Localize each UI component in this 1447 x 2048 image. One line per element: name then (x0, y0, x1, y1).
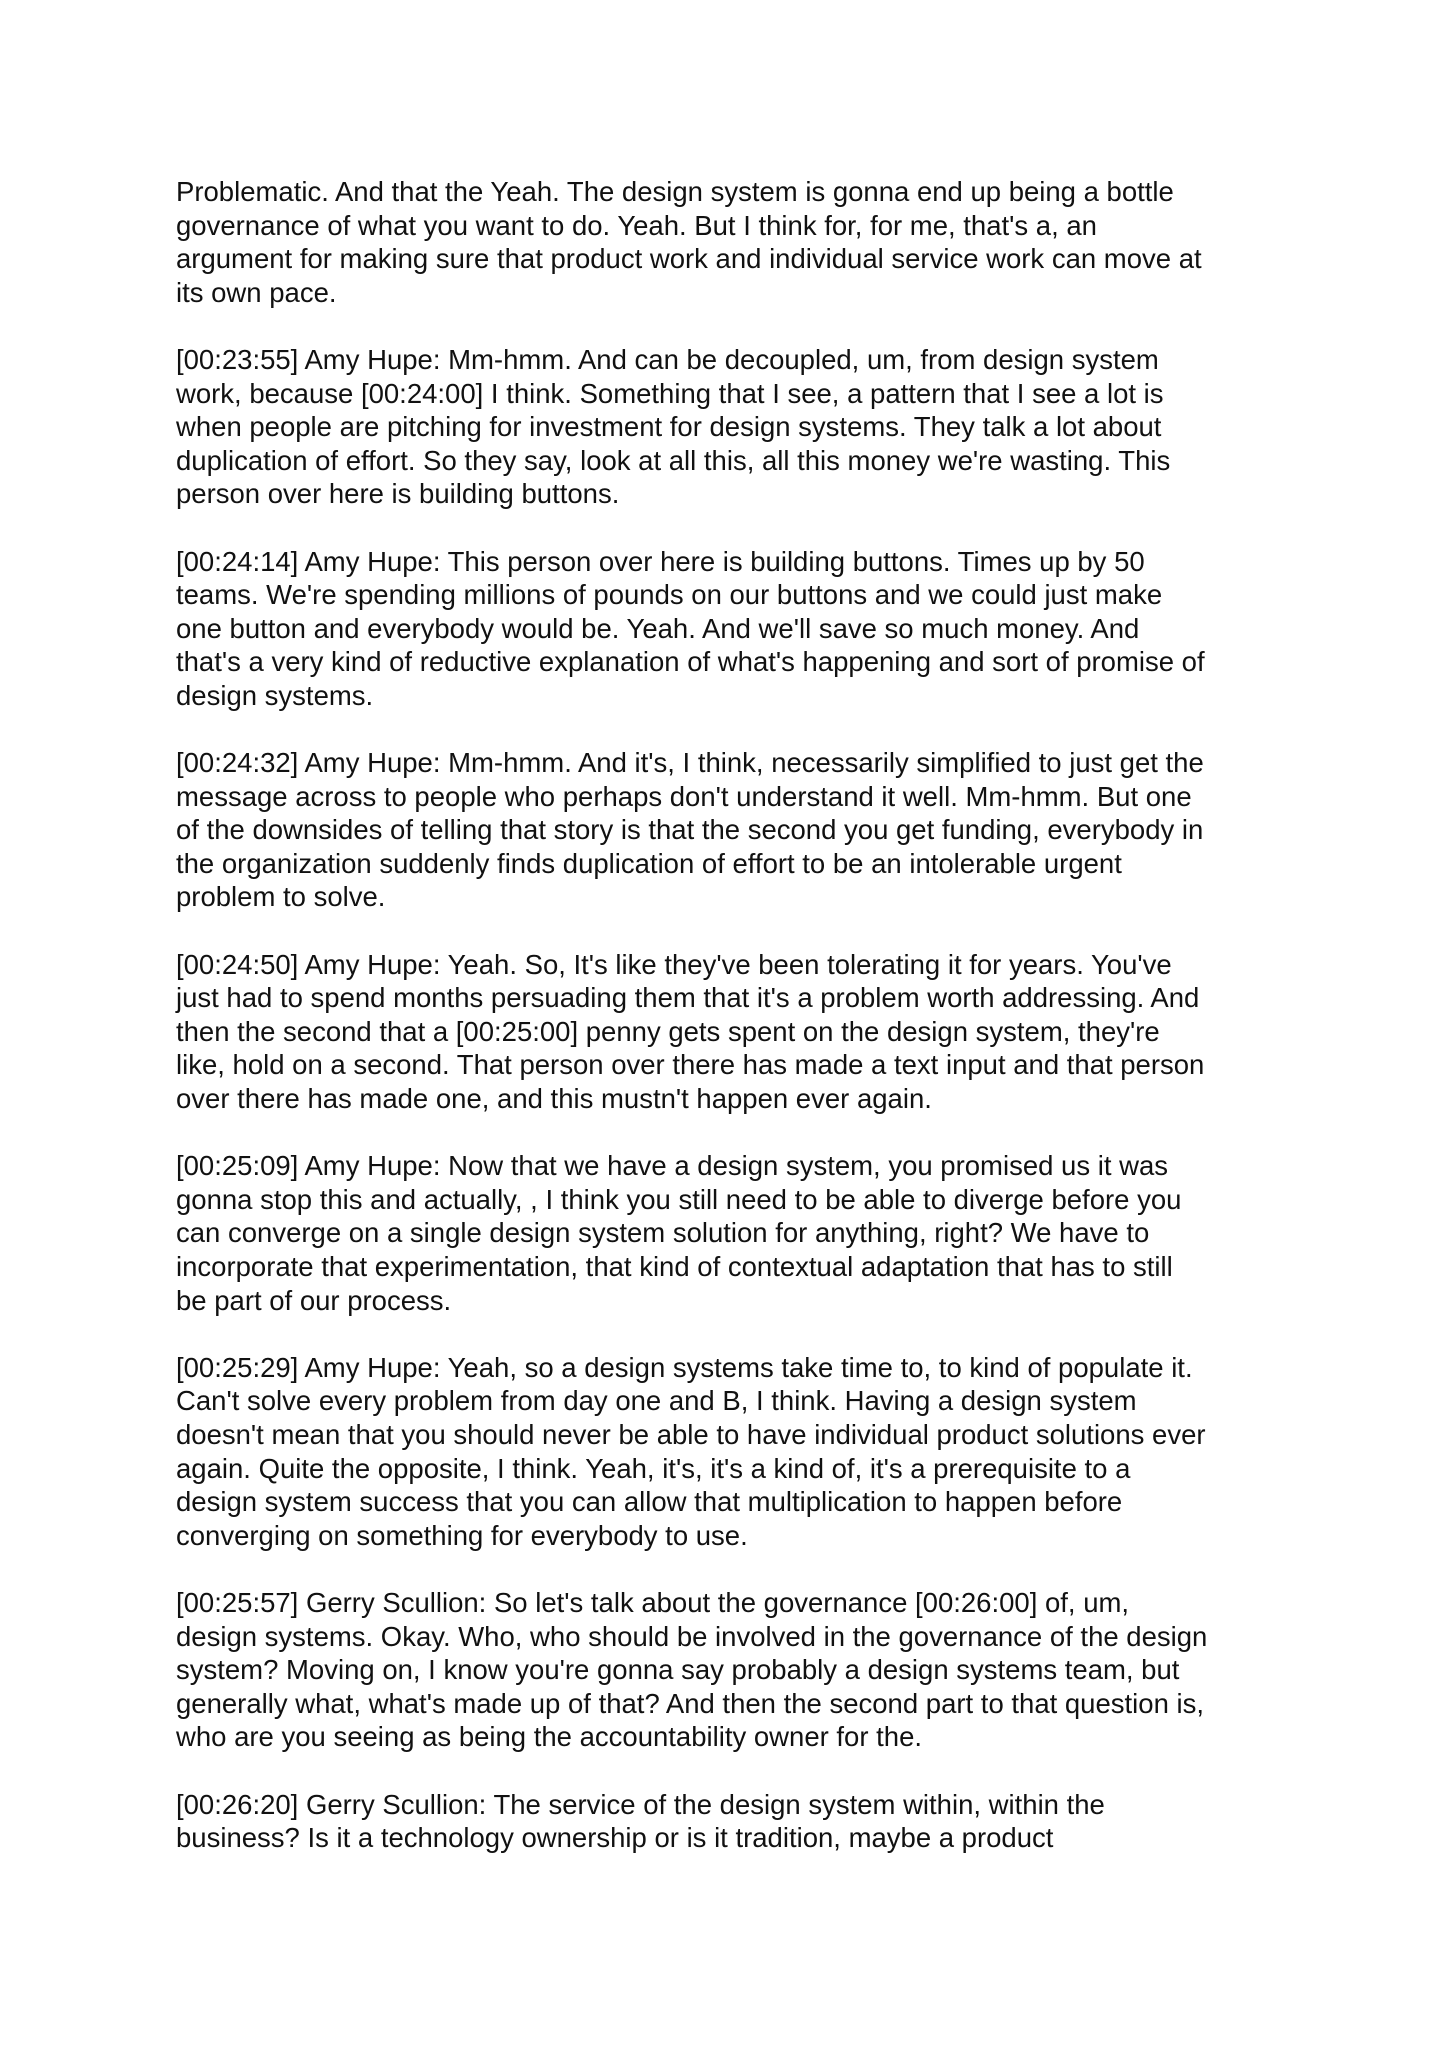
transcript-line: its own pace. (176, 276, 337, 308)
transcript-line: over there has made one, and this mustn't happen ever again. (176, 1083, 932, 1115)
transcript-line: design system success that you can allow that multiplication to happen before (176, 1486, 1123, 1518)
transcript-line: message across to people who perhaps don't understand it well. Mm-hmm. But one (176, 780, 1192, 812)
transcript-line: then the second that a [00:25:00] penny gets spent on the design system, they're (176, 1015, 1160, 1047)
transcript-line: [00:24:14] Amy Hupe: This person over here is building buttons. Times up by 50 (176, 545, 1145, 577)
transcript-line: system? Moving on, I know you're gonna say probably a design systems team, but (176, 1654, 1180, 1686)
transcript-line: [00:25:09] Amy Hupe: Now that we have a design system, you promised us it was (176, 1150, 1169, 1182)
transcript-line: problem to solve. (176, 881, 386, 913)
transcript-line: [00:24:32] Amy Hupe: Mm-hmm. And it's, I think, necessarily simplified to just get the (176, 747, 1204, 779)
transcript-line: [00:24:50] Amy Hupe: Yeah. So, It's like they've been tolerating it for years. You've (176, 948, 1172, 980)
transcript-line: work, because [00:24:00] I think. Something that I see, a pattern that I see a lot is (176, 377, 1164, 409)
transcript-line: teams. We're spending millions of pounds on our buttons and we could just make (176, 579, 1163, 611)
transcript-paragraph (176, 746, 1296, 914)
transcript-line: [00:25:57] Gerry Scullion: So let's talk about the governance [00:26:00] of, um, (176, 1586, 1130, 1618)
transcript-paragraph (176, 948, 1296, 1116)
transcript-line: duplication of effort. So they say, look at all this, all this money we're wasting. This (176, 444, 1171, 476)
transcript-line: like, hold on a second. That person over there has made a text input and that person (176, 1049, 1205, 1081)
transcript-line: argument for making sure that product work and individual service work can move at (176, 243, 1202, 275)
transcript-paragraph (176, 1351, 1296, 1553)
transcript-line: just had to spend months persuading them that it's a problem worth addressing. And (176, 982, 1200, 1014)
transcript-line: doesn't mean that you should never be able to have individual product solutions ever (176, 1418, 1206, 1450)
transcript-line: [00:23:55] Amy Hupe: Mm-hmm. And can be decoupled, um, from design system (176, 343, 1159, 375)
transcript-line: governance of what you want to do. Yeah. But I think for, for me, that's a, an (176, 209, 1097, 241)
transcript-line: converging on something for everybody to use. (176, 1519, 748, 1551)
transcript-paragraph (176, 175, 1296, 309)
transcript-line: [00:25:29] Amy Hupe: Yeah, so a design systems take time to, to kind of populate it. (176, 1351, 1193, 1383)
transcript-line: design systems. Okay. Who, who should be involved in the governance of the design (176, 1620, 1208, 1652)
transcript-line: can converge on a single design system solution for anything, right? We have to (176, 1217, 1150, 1249)
transcript-line: gonna stop this and actually, , I think you still need to be able to diverge before you (176, 1183, 1182, 1215)
transcript-line: person over here is building buttons. (176, 478, 620, 510)
transcript-line: one button and everybody would be. Yeah. And we'll save so much money. And (176, 612, 1140, 644)
transcript-paragraph (176, 343, 1296, 511)
transcript-line: Can't solve every problem from day one and B, I think. Having a design system (176, 1385, 1137, 1417)
transcript-line: the organization suddenly finds duplication of effort to be an intolerable urgent (176, 847, 1122, 879)
transcript-line: that's a very kind of reductive explanation of what's happening and sort of promise of (176, 646, 1205, 678)
transcript-line: when people are pitching for investment for design systems. They talk a lot about (176, 411, 1162, 443)
transcript-paragraph (176, 1586, 1296, 1754)
transcript-line: generally what, what's made up of that? And then the second part to that question is, (176, 1687, 1205, 1719)
transcript-line: again. Quite the opposite, I think. Yeah, it's, it's a kind of, it's a prerequisite to a (176, 1452, 1131, 1484)
transcript-page (176, 175, 1296, 1888)
transcript-line: who are you seeing as being the accountability owner for the. (176, 1721, 923, 1753)
transcript-line: business? Is it a technology ownership or is it tradition, maybe a product (176, 1822, 1054, 1854)
transcript-paragraph (176, 1149, 1296, 1317)
transcript-line: Problematic. And that the Yeah. The design system is gonna end up being a bottle (176, 176, 1174, 207)
transcript-line: [00:26:20] Gerry Scullion: The service of the design system within, within the (176, 1788, 1105, 1820)
transcript-paragraph (176, 1788, 1296, 1855)
transcript-paragraph (176, 545, 1296, 713)
transcript-line: design systems. (176, 679, 374, 711)
transcript-line: be part of our process. (176, 1284, 452, 1316)
transcript-line: of the downsides of telling that story is that the second you get funding, everybody in (176, 814, 1204, 846)
transcript-line: incorporate that experimentation, that kind of contextual adaptation that has to still (176, 1251, 1173, 1282)
